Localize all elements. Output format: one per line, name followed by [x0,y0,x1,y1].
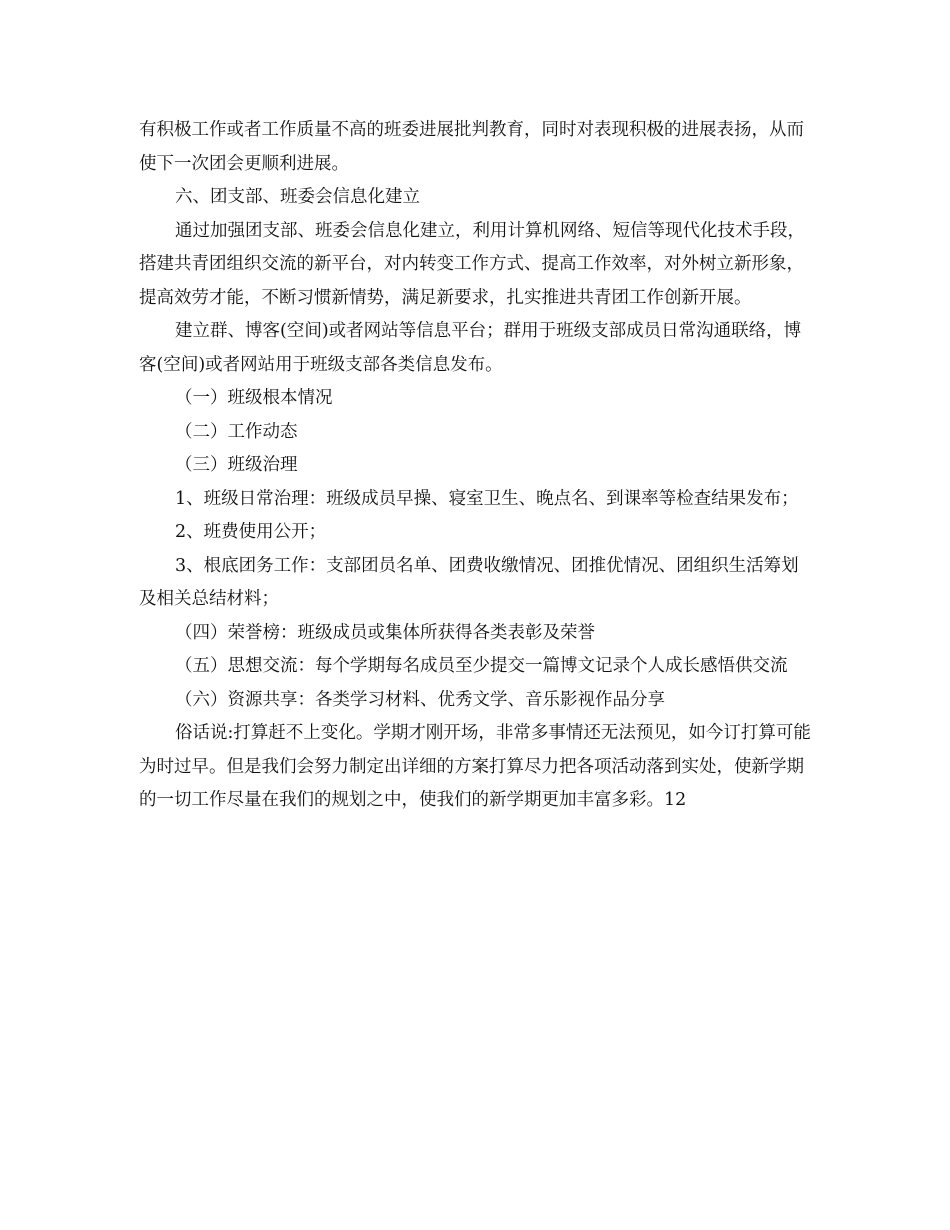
paragraph-informatization-intro: 通过加强团支部、班委会信息化建立，利用计算机网络、短信等现代化技术手段，搭建共青团组织交流的新平台，对内转变工作方式、提高工作效率，对外树立新形象，提高效劳才能，不断习惯新情势，满足新要求，扎实推进共青团工作创新开展。 [139,220,805,308]
list-item-idea-exchange: （五）思想交流：每个学期每名成员至少提交一篇博文记录个人成长感悟供交流 [175,656,788,676]
paragraph-conclusion: 俗话说:打算赶不上变化。学期才刚开场，非常多事情还无法预见，如今订打算可能为时过早。但是我们会努力制定出详细的方案打算尽力把各项活动落到实处，使新学期的一切工作尽量在我们的规划之中，使我们的新学期更加丰富多彩。12 [139,723,811,810]
list-item-work-updates: （二）工作动态 [175,421,298,442]
list-item-daily-management: 1、班级日常治理：班级成员早操、寝室卫生、晚点名、到课率等检查结果发布； [175,488,799,509]
list-item-class-basics: （一）班级根本情况 [175,388,333,408]
paragraph-continuation: 有积极工作或者工作质量不高的班委进展批判教育，同时对表现积极的进展表扬，从而使下一次团会更顺利进展。 [139,120,804,174]
document-body [139,114,815,818]
list-item-class-management: （三）班级治理 [175,455,298,475]
list-item-league-affairs: 3、根底团务工作：支部团员名单、团费收缴情况、团推优情况、团组织生活筹划及相关总结材料； [139,555,799,609]
section-heading-informatization: 六、团支部、班委会信息化建立 [175,187,420,207]
list-item-honor-roll: （四）荣誉榜：班级成员或集体所获得各类表彰及荣誉 [175,622,595,643]
paragraph-platforms: 建立群、博客(空间)或者网站等信息平台；群用于班级支部成员日常沟通联络，博客(空间)或者网站用于班级支部各类信息发布。 [139,321,802,375]
list-item-class-fee: 2、班费使用公开； [175,522,327,542]
list-item-resource-sharing: （六）资源共享：各类学习材料、优秀文学、音乐影视作品分享 [175,689,665,710]
